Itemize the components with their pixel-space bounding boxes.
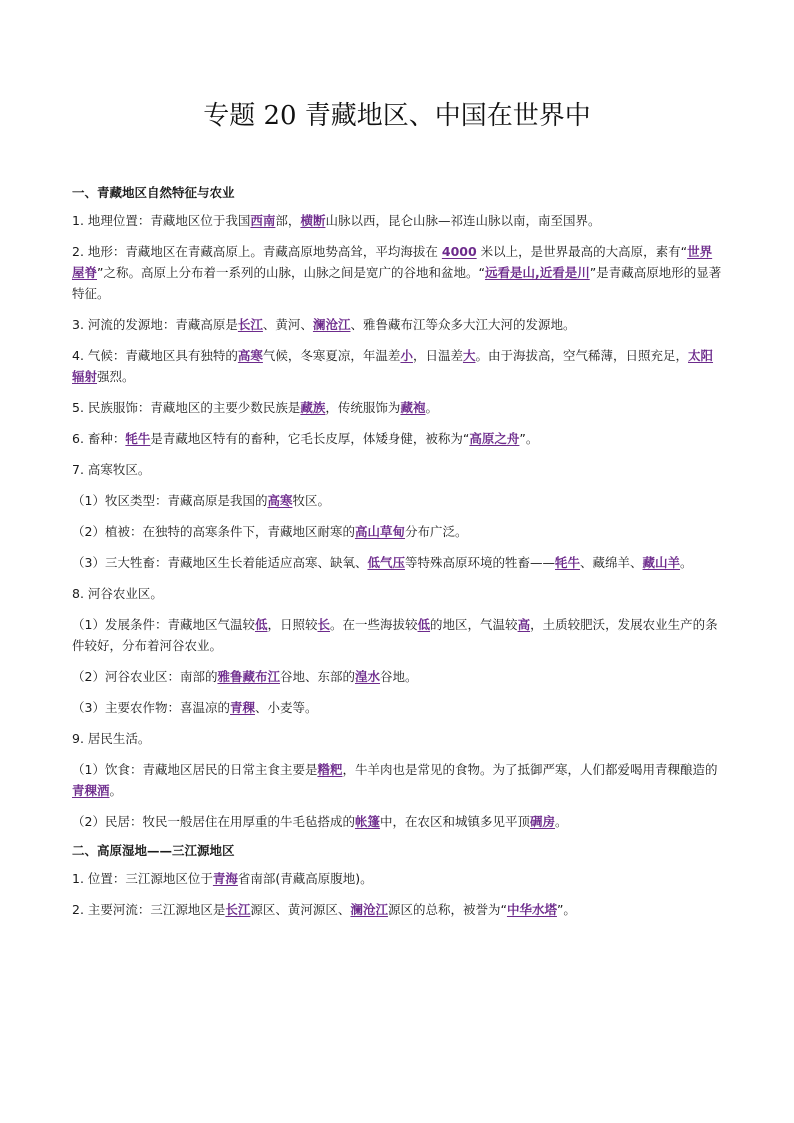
text-run: ，传统服饰为 [325, 400, 401, 415]
key-term: 高 [517, 617, 531, 632]
text-run: 2. 地形：青藏地区在青藏高原上。青藏高原地势高耸，平均海拔在 [72, 244, 442, 259]
key-term: 藏族 [300, 400, 326, 415]
key-term: 糌粑 [317, 762, 343, 777]
key-term: 低气压 [367, 555, 405, 570]
paragraph [72, 397, 724, 418]
text-run: （3）三大牲畜：青藏地区生长着能适应高寒、缺氧、 [72, 555, 368, 570]
text-run: 9. 居民生活。 [72, 731, 151, 746]
key-term: 长江 [225, 902, 251, 917]
text-run: 米以上，是世界最高的大高原，素有“ [476, 244, 688, 259]
text-run: 。由于海拔高，空气稀薄，日照充足， [475, 348, 688, 363]
text-run: 。在一些海拔较 [330, 617, 418, 632]
text-run: 、黄河、 [262, 317, 313, 332]
text-run: 、雅鲁藏布江等众多大江大河的发源地。 [350, 317, 576, 332]
text-run: 。 [680, 555, 693, 570]
key-term: 帐篷 [354, 814, 380, 829]
key-term: 湟水 [355, 669, 381, 684]
text-run: （2）民居：牧民一般居住在用厚重的牛毛毡搭成的 [72, 814, 355, 829]
key-term: 低 [417, 617, 431, 632]
text-run: 1. 位置：三江源地区位于 [72, 871, 213, 886]
text-run: （2）河谷农业区：南部的 [72, 669, 218, 684]
paragraph [72, 490, 724, 511]
key-term: 太阳辐射 [72, 348, 714, 384]
key-term: 藏袍 [400, 400, 426, 415]
text-run: （1）饮食：青藏地区居民的日常主食主要是 [72, 762, 318, 777]
text-run: （1）牧区类型：青藏高原是我国的 [72, 493, 268, 508]
text-run: 3. 河流的发源地：青藏高原是 [72, 317, 238, 332]
text-run: ，日温差 [412, 348, 463, 363]
paragraph [72, 345, 724, 387]
text-run: 是青藏地区特有的畜种，它毛长皮厚，体矮身健，被称为“ [150, 431, 470, 446]
key-term: 长 [317, 617, 331, 632]
document-body [72, 184, 724, 930]
text-run: 牧区。 [292, 493, 330, 508]
text-run: 。 [555, 814, 568, 829]
paragraph [72, 583, 724, 604]
text-run: （1）发展条件：青藏地区气温较 [72, 617, 255, 632]
text-run: （2）植被：在独特的高寒条件下，青藏地区耐寒的 [72, 524, 355, 539]
text-run: ，土质较肥沃，发展农业生产的条件较好，分布着河谷农业。 [72, 617, 718, 653]
text-run: 4. 气候：青藏地区具有独特的 [72, 348, 238, 363]
paragraph [72, 899, 724, 920]
paragraph [72, 314, 724, 335]
text-run: 的地区，气温较 [430, 617, 518, 632]
paragraph [72, 811, 724, 832]
text-run: 。 [425, 400, 438, 415]
text-run: 6. 畜种： [72, 431, 126, 446]
text-run: ，日照较 [267, 617, 318, 632]
key-term: 横断 [300, 213, 326, 228]
key-term: 低 [254, 617, 268, 632]
text-run: 8. 河谷农业区。 [72, 586, 163, 601]
paragraph [72, 241, 724, 304]
key-term: 青海 [212, 871, 238, 886]
page-title: 专题 20 青藏地区、中国在世界中 [203, 101, 591, 131]
key-term: 青稞酒 [72, 783, 110, 798]
paragraph [72, 210, 724, 231]
paragraph [72, 666, 724, 687]
key-term: 藏山羊 [642, 555, 681, 570]
text-run: 等特殊高原环境的牲畜—— [404, 555, 555, 570]
key-term: 长江 [237, 317, 263, 332]
text-run: 、藏绵羊、 [580, 555, 643, 570]
text-run: （3）主要农作物：喜温凉的 [72, 700, 230, 715]
text-run: ”是青藏高原地形的显著特征。 [72, 265, 722, 301]
key-term: 远看是山,近看是川 [484, 265, 590, 280]
text-run: 、小麦等。 [254, 700, 318, 715]
key-term: 中华水塔 [506, 902, 557, 917]
key-term: 西南 [250, 213, 276, 228]
key-term: 碉房 [530, 814, 556, 829]
key-term: 世界屋脊 [72, 244, 713, 280]
text-run: 中，在农区和城镇多见平顶 [379, 814, 530, 829]
key-term: 高寒 [237, 348, 263, 363]
key-term: 大 [462, 348, 476, 363]
text-run: 谷地。 [380, 669, 418, 684]
section-heading: 二、高原湿地——三江源地区 [72, 843, 235, 858]
text-run: 2. 主要河流：三江源地区是 [72, 902, 226, 917]
text-run: 。 [109, 783, 123, 798]
key-term: 高寒 [267, 493, 293, 508]
paragraph [72, 459, 724, 480]
paragraph [72, 697, 724, 718]
key-term: 小 [400, 348, 413, 363]
paragraph [72, 614, 724, 656]
text-run: 谷地、东部的 [279, 669, 355, 684]
text-run: ，牛羊肉也是常见的食物。为了抵御严寒，人们都爱喝用青稞酿造的 [342, 762, 718, 777]
paragraph [72, 552, 724, 573]
text-run: ”之称。高原上分布着一系列的山脉，山脉之间是宽广的谷地和盆地。“ [97, 265, 485, 280]
text-run: 源区的总称，被誉为“ [387, 902, 507, 917]
text-run: ”。 [556, 902, 576, 917]
key-term: 雅鲁藏布江 [217, 669, 280, 684]
key-term: 牦牛 [125, 431, 151, 446]
text-run: 山脉以西，昆仑山脉—祁连山脉以南，南至国界。 [325, 213, 601, 228]
paragraph [72, 868, 724, 889]
text-run: 5. 民族服饰：青藏地区的主要少数民族是 [72, 400, 301, 415]
text-run: 强烈。 [97, 369, 135, 384]
key-term: 青稞 [229, 700, 255, 715]
text-run: 分布广泛。 [404, 524, 468, 539]
key-term: 高原之舟 [469, 431, 520, 446]
section-heading: 一、青藏地区自然特征与农业 [72, 185, 235, 200]
key-term: 4000 [441, 244, 477, 259]
key-term: 澜沧江 [350, 902, 388, 917]
text-run: ”。 [519, 431, 539, 446]
paragraph [72, 428, 724, 449]
text-run: 7. 高寒牧区。 [72, 462, 151, 477]
text-run: 1. 地理位置：青藏地区位于我国 [72, 213, 251, 228]
paragraph [72, 728, 724, 749]
key-term: 澜沧江 [312, 317, 351, 332]
key-term: 高山草甸 [354, 524, 405, 539]
key-term: 牦牛 [555, 555, 581, 570]
paragraph [72, 521, 724, 542]
paragraph [72, 759, 724, 801]
text-run: 省南部(青藏高原腹地)。 [237, 871, 373, 886]
text-run: 源区、黄河源区、 [250, 902, 351, 917]
text-run: 部， [275, 213, 301, 228]
text-run: 气候，冬寒夏凉，年温差 [262, 348, 401, 363]
